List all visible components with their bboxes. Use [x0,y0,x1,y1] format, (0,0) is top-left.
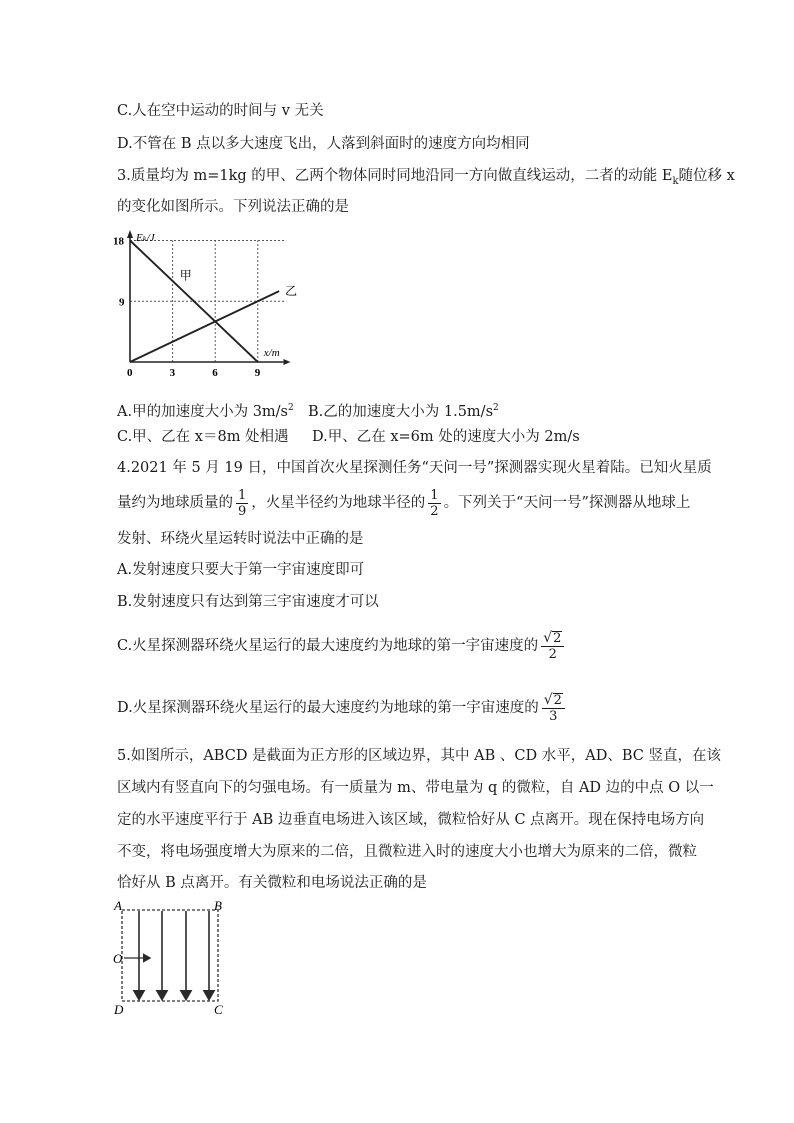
q5-electric-field-diagram [110,898,240,1022]
q3-option-a: A.甲的加速度大小为 $3m/s^2$ [117,403,294,420]
ek-subscript: k [672,175,679,187]
q4-option-d: D.火星探测器环绕火星运行的最大速度约为地球的第一宇宙速度的 √ 2 3 [117,688,568,728]
q5-stem-line4: 不变，将电场强度增大为原来的二倍，且微粒进入时的速度大小也增大为原来的二倍，微粒 [117,844,697,860]
q4-stem-line3: 发射、环绕火星运转时说法中正确的是 [117,531,364,547]
fraction-one-half: $\frac{1}{2}$ [430,487,439,519]
y-tick-label: 18 [113,235,124,248]
q4-option-a: A.发射速度只要大于第一宇宙速度即可 [117,562,365,578]
q4-option-c: C.火星探测器环绕火星运行的最大速度约为地球的第一宇宙速度的 √ 2 2 [117,626,567,666]
series-label-jia: 甲 [179,268,192,283]
label-o: O [113,951,123,966]
q4-stem-line1: 4.2021 年 5 月 19 日，中国首次火星探测任务“天问一号”探测器实现火星着陆。已知火星质 [117,460,712,476]
series-label-yi: 乙 [285,284,298,299]
q3-option-c: C.甲、乙在 x＝8m 处相遇 [117,429,289,445]
x-tick-label: 3 [169,367,176,379]
q5-stem-line3: 定的水平速度平行于 AB 边垂直电场进入该区域，微粒恰好从 C 点离开。现在保持电场方向 [117,812,705,828]
q2-option-c: C.人在空中运动的时间与 v 无关 [117,103,324,119]
series-line-yi [130,291,279,362]
q5-stem-line1: 5.如图所示，ABCD 是截面为正方形的区域边界，其中 AB 、CD 水平，AD、BC 竖直，在该 [117,748,721,764]
y-axis-arrow-icon [127,230,133,238]
x-tick-label: 6 [212,367,218,379]
q5-stem-line5: 恰好从 B 点离开。有关微粒和电场说法正确的是 [117,875,427,891]
fraction-sqrt2-over-2: √ 2 2 [541,631,564,662]
y-tick-label: 9 [119,296,125,309]
radical-sign-icon: √ [543,629,553,646]
label-d: D [114,1002,124,1017]
x-axis-arrow-icon [283,359,290,365]
chart-plot-area [113,230,297,379]
x-axis-label: x/m [263,347,280,359]
fraction-sqrt2-over-3: √ 2 3 [542,693,565,724]
label-a: A [114,898,122,913]
q2-option-d: D.不管在 B 点以多大速度飞出，人落到斜面时的速度方向均相同 [117,136,530,152]
y-axis-label: Eₖ/J [136,232,155,244]
q4-stem-line2: 量约为地球质量的 $\frac{1}{9}$ ，火星半径约为地球半径的 $\frac{1}{2}$ 。下列关于“天问一号”探测器从地球上 [117,487,691,519]
q3-option-b: B.乙的加速度大小为 $1.5m/s^2$ [308,403,499,420]
radical-sign-icon: √ [543,691,553,708]
q3-stem-line1: 3.质量均为 m=1kg 的甲、乙两个物体同时同地沿同一方向做直线运动，二者的动能 $E_k$随位移 x [117,168,735,187]
x-tick-label: 0 [127,367,133,379]
label-c: C [214,1002,223,1017]
x-tick-label: 9 [254,367,261,379]
q3-energy-displacement-graph [110,226,300,386]
q3-option-d: D.甲、乙在 x=6m 处的速度大小为 2m/s [312,429,580,445]
label-b: B [214,898,222,913]
fraction-one-ninth: $\frac{1}{9}$ [238,487,247,519]
q4-option-b: B.发射速度只有达到第三宇宙速度才可以 [117,594,379,610]
q3-stem-line2: 的变化如图所示。下列说法正确的是 [117,199,349,215]
q5-stem-line2: 区域内有竖直向下的匀强电场。有一质量为 m、带电量为 q 的微粒，自 AD 边的中点 O 以一 [117,780,714,796]
square-region-boundary [122,910,218,1001]
